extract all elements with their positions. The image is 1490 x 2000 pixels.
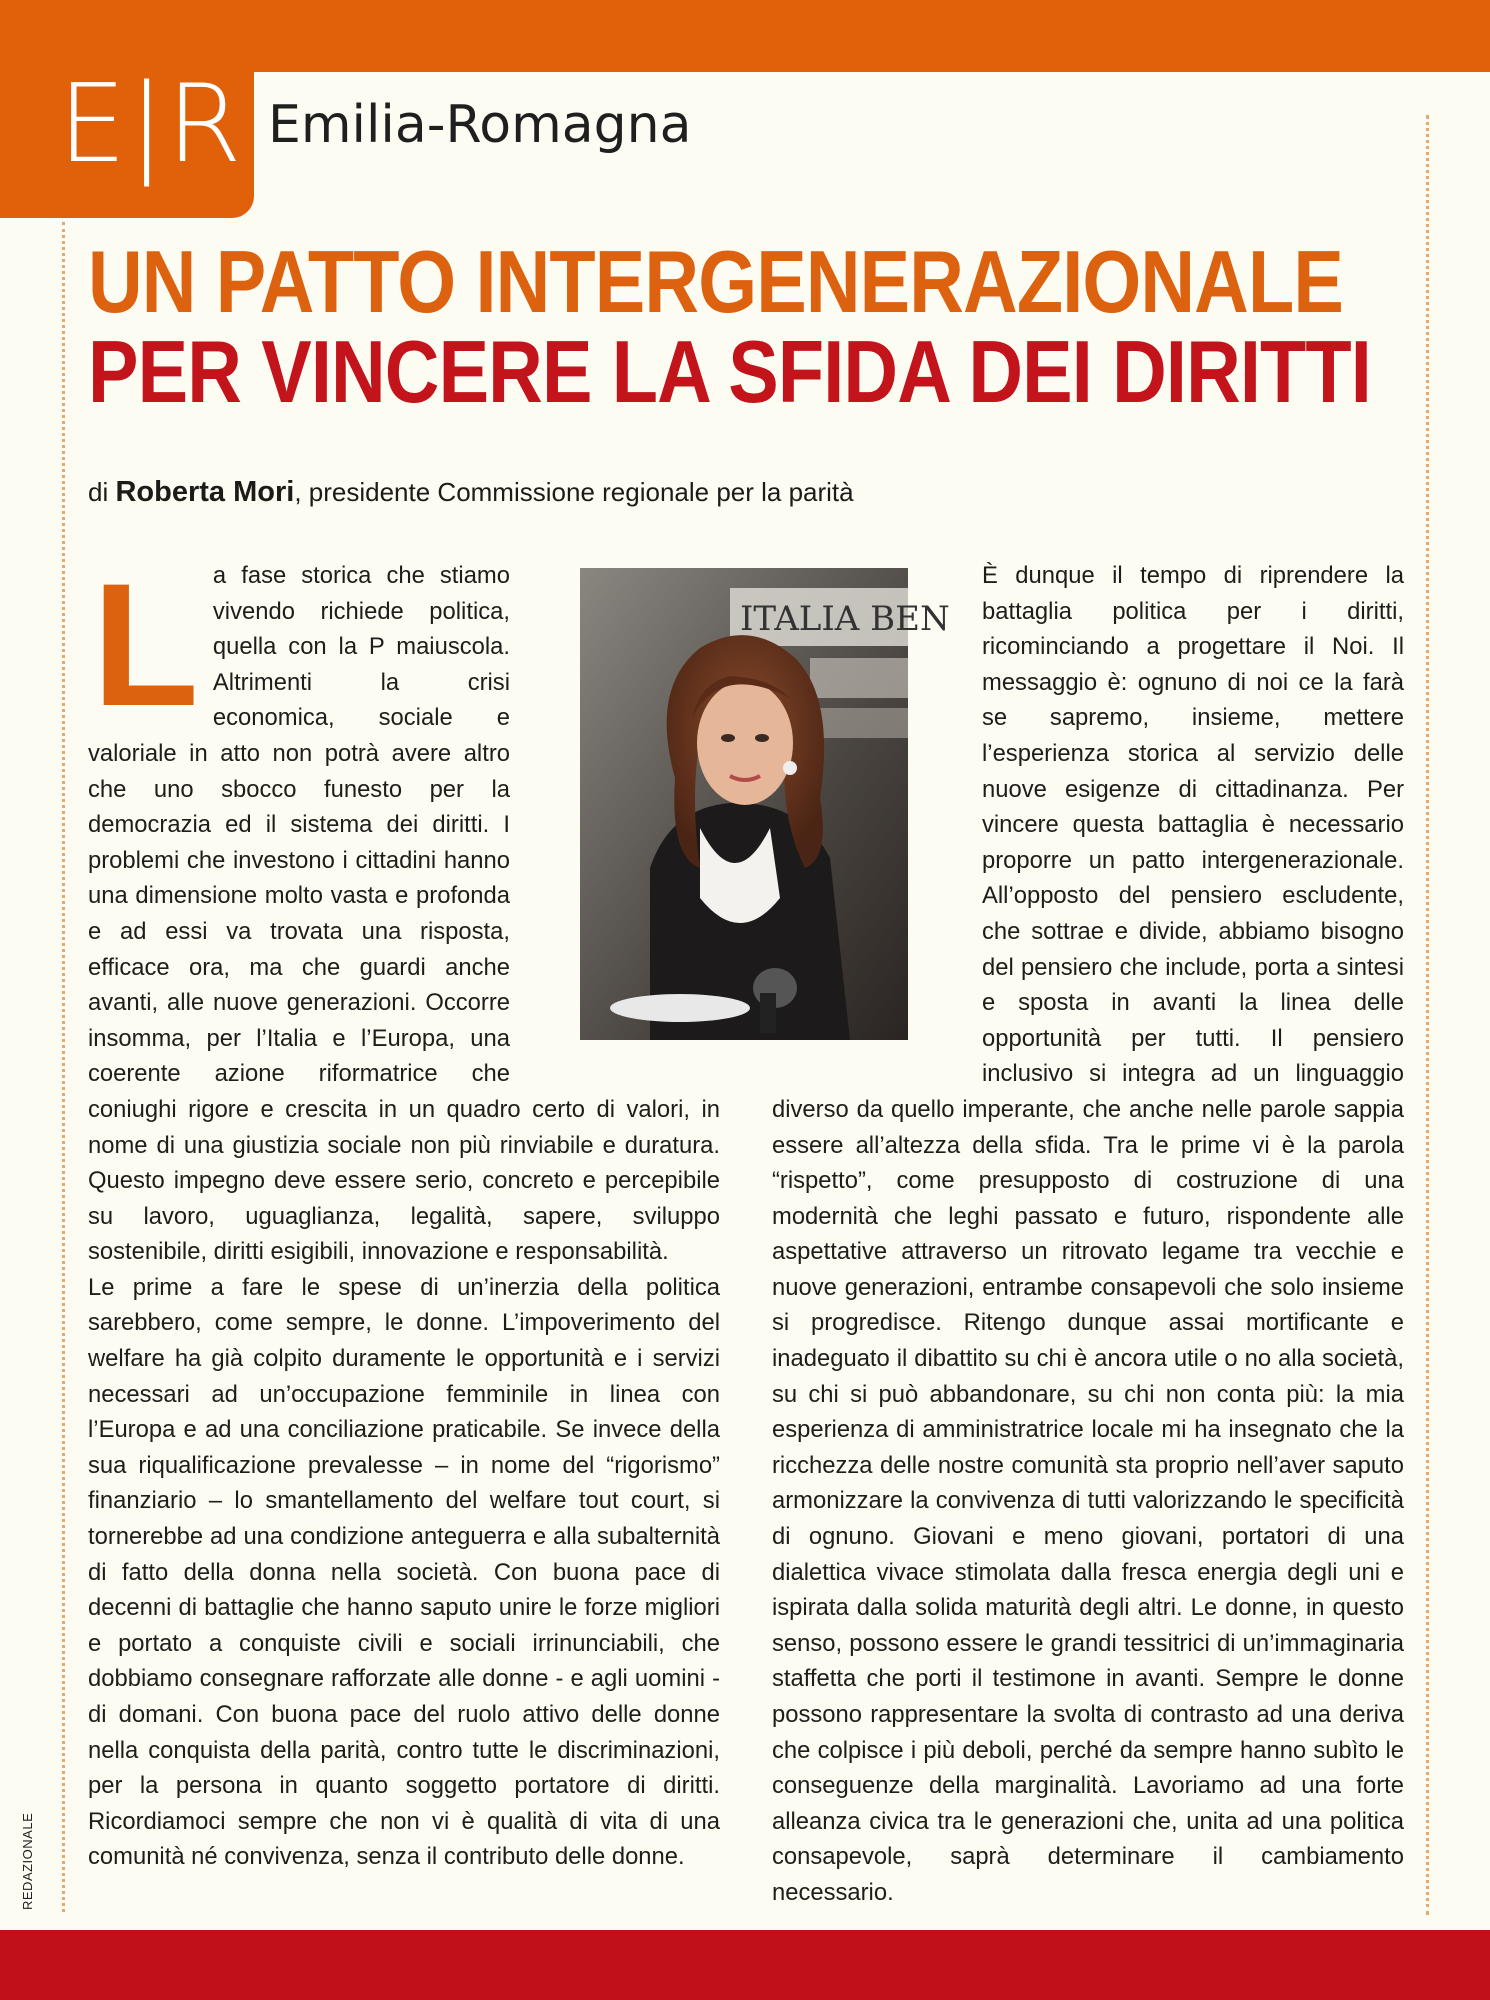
paragraph-1-text: a fase storica che stiamo vivendo richiede politica, quella con la P maiuscola. Altrimenti la crisi economica, sociale e valoriale in atto non potrà avere altro che uno sbocco funesto per la democrazia ed il sistema dei diritti. I problemi che investono i cittadini hanno una dimensione molto vasta e profonda e ad essi va trovata una risposta, efficace ora, ma che guardi anche avanti, alle nuove generazioni. Occorre insomma, per l’Italia e l’Europa, una coerente azione riformatrice che coniughi rigore e crescita in un quadro certo di valori, in nome di una giustizia sociale non più rinviabile e duratura. Questo impegno deve essere serio, concreto e percepibile su lavoro, uguaglianza, legalità, sapere, sviluppo sostenibile, diritti esigibili, innovazione e responsabilità. [88, 562, 720, 1266]
author-photo-illustration [580, 568, 950, 1040]
byline-role: , presidente Commissione regionale per la parità [294, 477, 854, 507]
drop-cap: L [92, 548, 199, 743]
side-label: REDAZIONALE [20, 1812, 35, 1910]
left-dotted-rule [62, 222, 65, 1912]
logo-tab [0, 0, 254, 218]
backdrop-sign-text: ITALIA BEN [740, 599, 950, 639]
article-paragraph-3: È dunque il tempo di riprendere la battaglia politica per i diritti, ricominciando a progettare il Noi. Il messaggio è: ognuno di noi ce la farà se sapremo, insieme, mettere l’esperienza storica al servizio delle nuove esigenze di cittadinanza. Per vincere questa battaglia è necessario proporre un patto intergenerazionale. All’opposto del pensiero escludente, che sottrae e divide, abbiamo bisogno del pensiero che include, porta a sintesi e sposta in avanti la linea delle opportunità per tutti. Il pensiero inclusivo si integra ad un linguaggio diverso da quello imperante, che anche nelle parole sappia essere all’altezza della sfida. Tra le prime vi è la parola “rispetto”, come presupposto di costruzione di una modernità che leghi passato e futuro, rispondente alle aspettative attraverso un ritrovato legame tra vecchie e nuove generazioni, entrambe consapevoli che solo insieme si progredisce. Ritengo dunque assai mortificante e inadeguato il dibattito su chi è ancora utile o no alla società, su chi si può abbandonare, su chi non conta più: la mia esperienza di amministratrice locale mi ha insegnato che la ricchezza delle nostre comunità sta proprio nell’aver saputo armonizzare la convivenza di tutti valorizzando le specificità di ognuno. Giovani e meno giovani, portatori di una dialettica vivace stimolata dalla fresca energia degli uni e ispirata dalla solida maturità degli altri. Le donne, in questo senso, possono essere le grandi tessitrici di un’immaginaria staffetta che porti il testimone in avanti. Sempre le donne possono rappresentare la svolta di contrasto ad una deriva che colpisce i più deboli, perché da sempre hanno subìto le conseguenze della marginalità. Lavoriamo ad una forte alleanza civica tra le generazioni che, unita ad una politica consapevole, saprà determinare il cambiamento necessario. [772, 562, 1404, 1906]
headline-line-1: UN PATTO INTERGENERAZIONALE [88, 232, 1343, 331]
right-dotted-rule [1426, 115, 1429, 1915]
byline [88, 472, 854, 512]
headline-line-2: PER VINCERE LA SFIDA DEI DIRITTI [88, 322, 1371, 421]
article-paragraph-2: Le prime a fare le spese di un’inerzia della politica sarebbero, come sempre, le donne. L’impoverimento del welfare ha già colpito duramente le opportunità e i servizi necessari ad un’occupazione femminile in linea con l’Europa e ad una conciliazione praticabile. Se invece della sua riqualificazione prevalesse – in nome del “rigorismo” finanziario – lo smantellamento del welfare tout court, si tornerebbe ad una condizione anteguerra e alla subalternità di fatto della donna nella società. Con buona pace di decenni di battaglie che hanno saputo unire le forze migliori e portato a conquiste civili e sociali irrinunciabili, che dobbiamo consegnare rafforzate alle donne - e agli uomini - di domani. Con buona pace del ruolo attivo delle donne nella conquista della parità, contro tutte le discriminazioni, per la persona in quanto soggetto portatore di diritti. Ricordiamoci sempre che non vi è qualità di vita di una comunità né convivenza, senza il contributo delle donne. [88, 1273, 720, 1871]
region-logo: E|R [58, 62, 244, 187]
bottom-bar [0, 1930, 1490, 2000]
author-photo [580, 568, 950, 1040]
byline-prefix: di [88, 477, 109, 507]
region-name: Emilia-Romagna [268, 95, 692, 155]
byline-author: Roberta Mori [115, 476, 295, 508]
